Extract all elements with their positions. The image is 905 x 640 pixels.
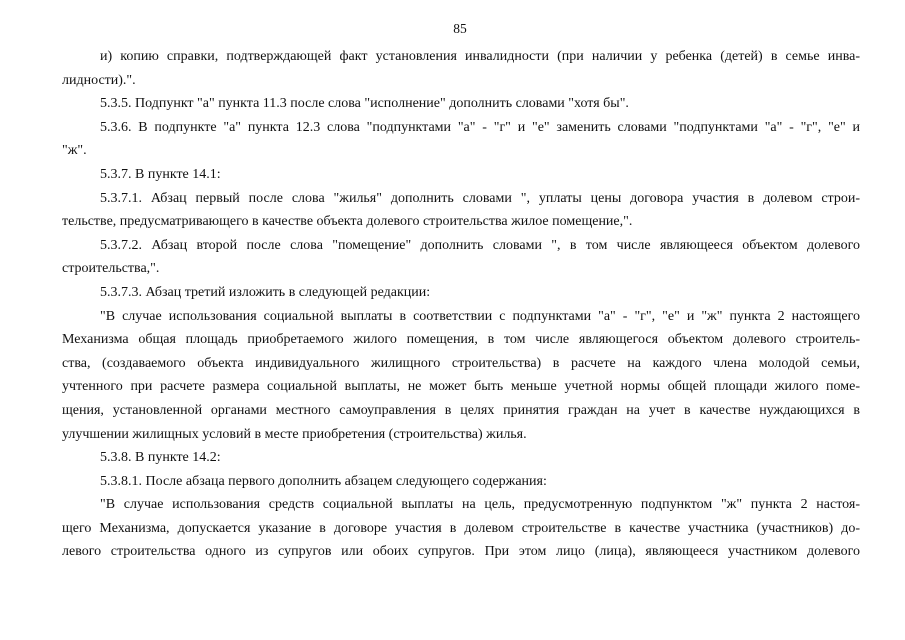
document-body — [62, 45, 860, 564]
text-line: учтенного при расчете размера социальной выплаты, не может быть меньше учетной нормы общей площади жилого поме- — [62, 379, 860, 395]
text-line: "В случае использования социальной выплаты в соответствии с подпунктами "а" - "г", "е" и "ж" пункта 2 настоящего — [100, 308, 860, 324]
text-line: лидности).". — [62, 72, 136, 88]
text-line: 5.3.7.2. Абзац второй после слова "помещение" дополнить словами ", в том числе являющееся объектом долевого — [100, 237, 860, 253]
text-line: и) копию справки, подтверждающей факт установления инвалидности (при наличии у ребенка (детей) в семье инва- — [100, 49, 860, 64]
text-line: тельстве, предусматривающего в качестве объекта долевого строительства жилое помещение,". — [62, 214, 633, 230]
text-line: ства, (создаваемого объекта индивидуального жилищного строительства) в расчете на каждого члена молодой семьи, — [62, 355, 860, 371]
text-line: 5.3.7.3. Абзац третий изложить в следующей редакции: — [100, 284, 431, 300]
text-line: "В случае использования средств социальной выплаты на цель, предусмотренную подпунктом "ж" пункта 2 настоя- — [100, 497, 860, 513]
text-line: 5.3.8.1. После абзаца первого дополнить абзацем следующего содержания: — [100, 473, 547, 489]
text-line: 5.3.8. В пункте 14.2: — [100, 450, 221, 466]
text-line: 5.3.6. В подпункте "а" пункта 12.3 слова "подпунктами "а" - "г" и "е" заменить словами "подпунктами "а" - "г", "е" и — [100, 119, 860, 135]
text-line: улучшении жилищных условий в месте приобретения (строительства) жилья. — [62, 426, 527, 442]
text-line: 5.3.5. Подпункт "а" пункта 11.3 после слова "исполнение" дополнить словами "хотя бы". — [100, 96, 629, 112]
text-line: 5.3.7.1. Абзац первый после слова "жилья" дополнить словами ", уплаты цены договора участия в долевом строи- — [100, 190, 860, 206]
text-line: щего Механизма, допускается указание в договоре участия в долевом строительстве в качестве участника (участников) до- — [62, 520, 860, 536]
text-line: щения, установленной органами местного самоуправления в целях принятия граждан на учет в качестве нуждающихся в — [62, 402, 860, 418]
text-line: "ж". — [62, 143, 87, 159]
page-number: 85 — [453, 21, 467, 36]
text-line: Механизма общая площадь приобретаемого жилого помещения, в том числе являющегося объектом долевого строитель- — [62, 332, 860, 348]
text-line: левого строительства одного из супругов или обоих супругов. При этом лицо (лица), являющееся участником долевого — [62, 544, 860, 560]
text-line: 5.3.7. В пункте 14.1: — [100, 166, 221, 182]
text-line: строительства,". — [62, 261, 160, 277]
